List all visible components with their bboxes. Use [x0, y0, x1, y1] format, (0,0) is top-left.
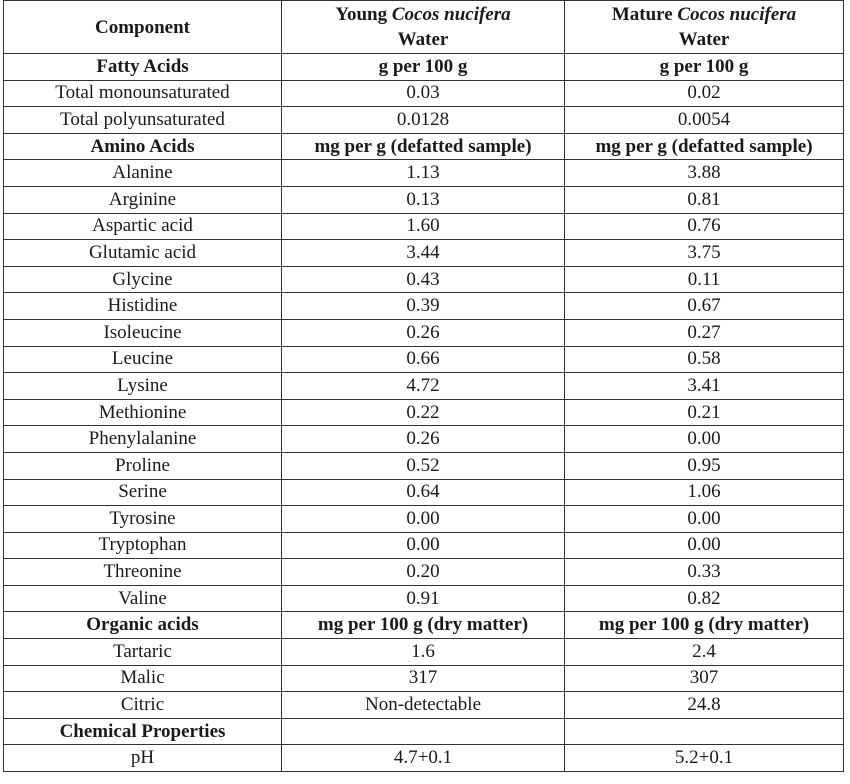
row-young-value: 0.64 — [282, 479, 565, 506]
row-mature-value: 0.67 — [565, 293, 844, 320]
row-mature-value: 0.00 — [565, 426, 844, 453]
row-young-value: 0.26 — [282, 319, 565, 346]
row-mature-value: 0.11 — [565, 266, 844, 293]
row-component: Valine — [4, 585, 282, 612]
table-row — [4, 107, 844, 134]
row-mature-value: 0.02 — [565, 80, 844, 107]
row-mature-value: 0.00 — [565, 506, 844, 533]
section-title: Fatty Acids — [4, 54, 282, 81]
row-mature-value: 0.33 — [565, 559, 844, 586]
section-unit-young: mg per g (defatted sample) — [282, 133, 565, 160]
row-young-value: 4.7+0.1 — [282, 745, 565, 772]
table-row — [4, 665, 844, 692]
row-component: Arginine — [4, 186, 282, 213]
header-young-prefix: Young — [335, 4, 388, 25]
row-component: Aspartic acid — [4, 213, 282, 240]
table-body — [4, 54, 844, 772]
row-young-value: 1.13 — [282, 160, 565, 187]
row-mature-value: 1.06 — [565, 479, 844, 506]
row-mature-value: 0.81 — [565, 186, 844, 213]
row-mature-value: 0.76 — [565, 213, 844, 240]
table-row — [4, 373, 844, 400]
table-row — [4, 692, 844, 719]
row-young-value: 0.91 — [282, 585, 565, 612]
row-component: Methionine — [4, 399, 282, 426]
row-component: Leucine — [4, 346, 282, 373]
table-row — [4, 532, 844, 559]
row-component: Threonine — [4, 559, 282, 586]
row-component: Lysine — [4, 373, 282, 400]
row-young-value: 0.00 — [282, 506, 565, 533]
table-row — [4, 160, 844, 187]
row-mature-value: 3.75 — [565, 240, 844, 267]
row-mature-value: 3.41 — [565, 373, 844, 400]
row-component: Tartaric — [4, 639, 282, 666]
table-row — [4, 639, 844, 666]
header-young-suffix: Water — [397, 29, 449, 50]
table-row — [4, 452, 844, 479]
table-row — [4, 506, 844, 533]
row-young-value: 0.20 — [282, 559, 565, 586]
header-row — [4, 1, 844, 54]
row-mature-value: 3.88 — [565, 160, 844, 187]
row-young-value: 4.72 — [282, 373, 565, 400]
header-mature-species: Cocos nucifera — [677, 4, 797, 25]
row-young-value: 0.22 — [282, 399, 565, 426]
row-component: Phenylalanine — [4, 426, 282, 453]
row-young-value: 0.66 — [282, 346, 565, 373]
section-unit-mature — [565, 718, 844, 745]
row-mature-value: 24.8 — [565, 692, 844, 719]
row-young-value: Non-detectable — [282, 692, 565, 719]
header-mature-prefix: Mature — [611, 4, 673, 25]
row-component: Total polyunsaturated — [4, 107, 282, 134]
section-header-row — [4, 133, 844, 160]
row-component: Alanine — [4, 160, 282, 187]
header-mature — [565, 1, 844, 54]
table-row — [4, 346, 844, 373]
table-row — [4, 80, 844, 107]
row-young-value: 0.52 — [282, 452, 565, 479]
row-mature-value: 0.00 — [565, 532, 844, 559]
table-row — [4, 479, 844, 506]
row-young-value: 3.44 — [282, 240, 565, 267]
row-young-value: 317 — [282, 665, 565, 692]
section-unit-young: mg per 100 g (dry matter) — [282, 612, 565, 639]
row-component: Glycine — [4, 266, 282, 293]
section-unit-young: g per 100 g — [282, 54, 565, 81]
row-young-value: 1.6 — [282, 639, 565, 666]
header-component — [4, 1, 282, 54]
header-young — [282, 1, 565, 54]
row-young-value: 0.39 — [282, 293, 565, 320]
section-unit-mature: g per 100 g — [565, 54, 844, 81]
row-component: Malic — [4, 665, 282, 692]
section-title: Organic acids — [4, 612, 282, 639]
table-row — [4, 585, 844, 612]
row-component: Histidine — [4, 293, 282, 320]
row-mature-value: 2.4 — [565, 639, 844, 666]
row-component: Tyrosine — [4, 506, 282, 533]
row-component: Proline — [4, 452, 282, 479]
row-mature-value: 0.27 — [565, 319, 844, 346]
row-mature-value: 0.21 — [565, 399, 844, 426]
section-header-row — [4, 54, 844, 81]
table-row — [4, 266, 844, 293]
row-young-value: 0.26 — [282, 426, 565, 453]
row-young-value: 0.00 — [282, 532, 565, 559]
table-row — [4, 399, 844, 426]
table-row — [4, 293, 844, 320]
section-unit-young — [282, 718, 565, 745]
table-row — [4, 745, 844, 772]
table-row — [4, 426, 844, 453]
row-component: Citric — [4, 692, 282, 719]
row-mature-value: 307 — [565, 665, 844, 692]
row-young-value: 0.03 — [282, 80, 565, 107]
row-mature-value: 0.0054 — [565, 107, 844, 134]
row-mature-value: 0.58 — [565, 346, 844, 373]
row-young-value: 0.0128 — [282, 107, 565, 134]
row-component: Glutamic acid — [4, 240, 282, 267]
table-row — [4, 240, 844, 267]
header-component-label: Component — [94, 16, 190, 38]
row-component: pH — [4, 745, 282, 772]
row-component: Tryptophan — [4, 532, 282, 559]
table-row — [4, 213, 844, 240]
row-mature-value: 0.95 — [565, 452, 844, 479]
row-young-value: 0.13 — [282, 186, 565, 213]
section-unit-mature: mg per g (defatted sample) — [565, 133, 844, 160]
table-row — [4, 319, 844, 346]
row-component: Serine — [4, 479, 282, 506]
composition-table — [3, 0, 844, 772]
row-mature-value: 0.82 — [565, 585, 844, 612]
row-component: Total monounsaturated — [4, 80, 282, 107]
header-young-species: Cocos nucifera — [391, 4, 511, 25]
header-mature-suffix: Water — [678, 29, 730, 50]
section-title: Amino Acids — [4, 133, 282, 160]
row-mature-value: 5.2+0.1 — [565, 745, 844, 772]
section-header-row — [4, 612, 844, 639]
row-component: Isoleucine — [4, 319, 282, 346]
section-header-row — [4, 718, 844, 745]
row-young-value: 0.43 — [282, 266, 565, 293]
section-title: Chemical Properties — [4, 718, 282, 745]
section-unit-mature: mg per 100 g (dry matter) — [565, 612, 844, 639]
table-row — [4, 559, 844, 586]
table-row — [4, 186, 844, 213]
row-young-value: 1.60 — [282, 213, 565, 240]
